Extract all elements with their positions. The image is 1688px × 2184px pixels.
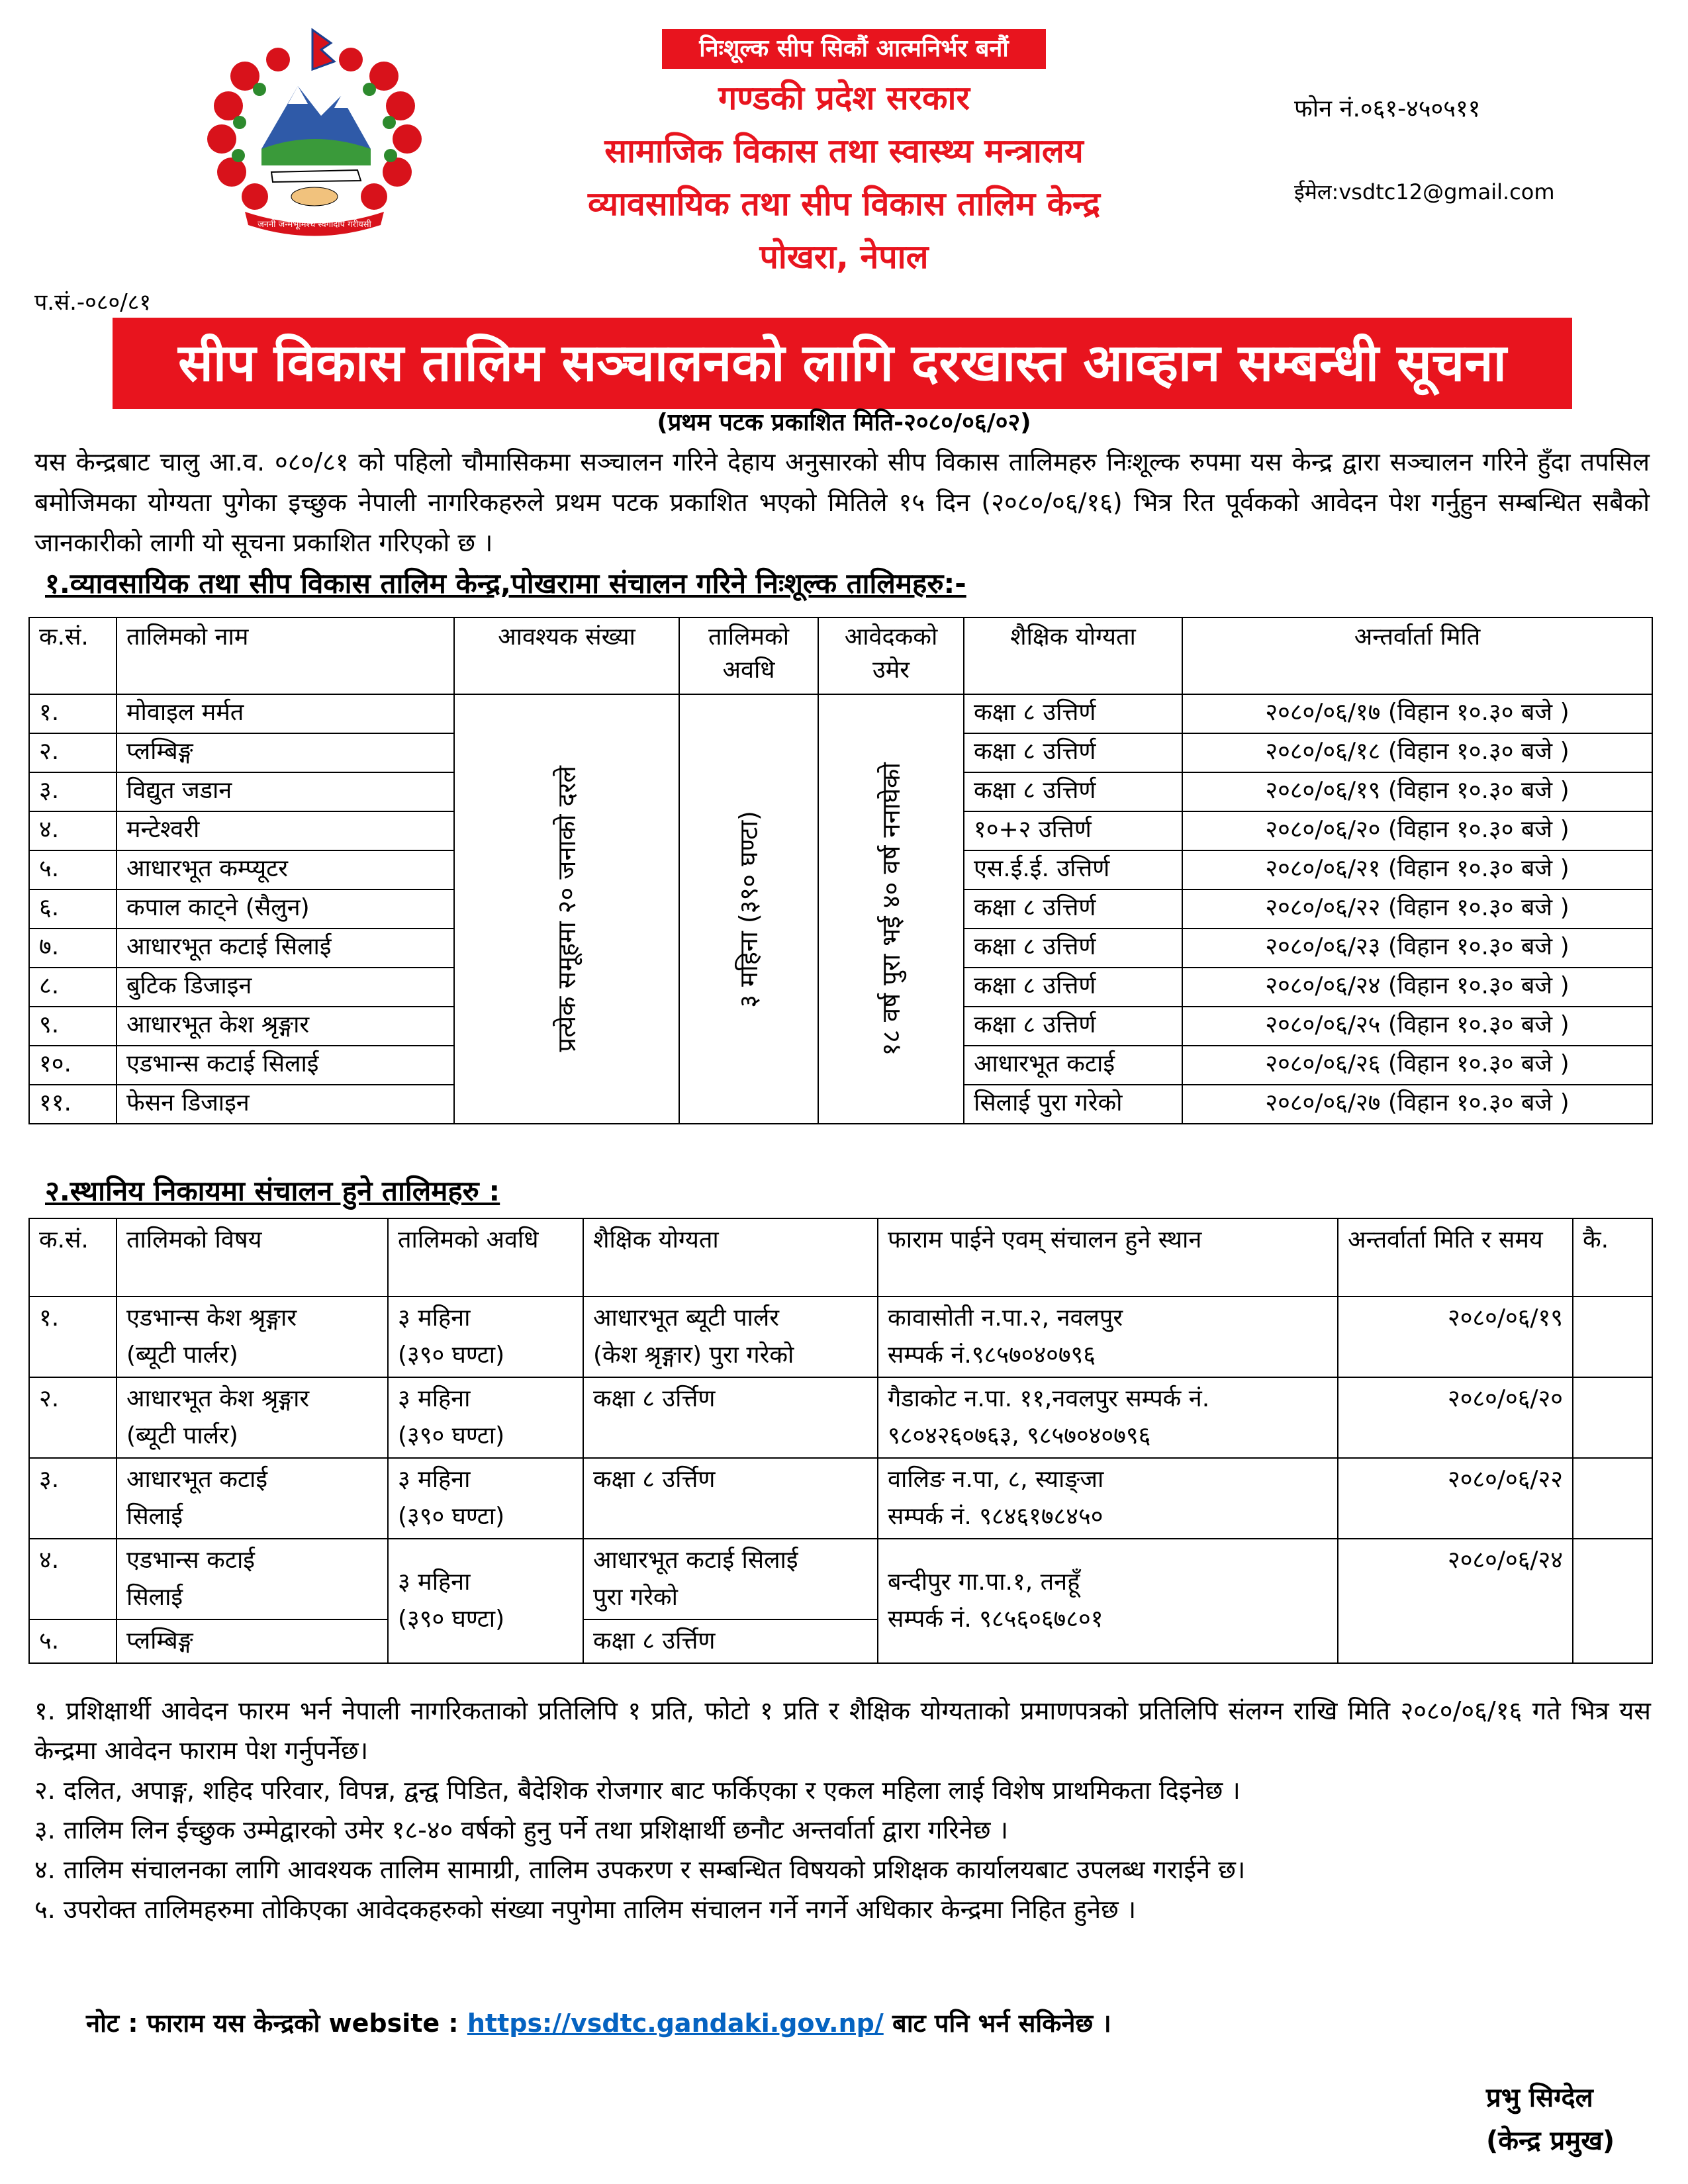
serial-cell: ३. [29,772,117,811]
column-header: तालिमको अवधि [679,617,818,694]
interview-date-cell: २०८०/०६/१९ [1338,1297,1573,1377]
column-header: शैक्षिक योग्यता [583,1218,878,1297]
column-header: तालिमको विषय [117,1218,388,1297]
training-name-cell: आधारभूत केश श्रृङ्गार [117,1007,454,1046]
serial-cell: ८. [29,968,117,1007]
duration-cell [679,694,818,1124]
column-header: क.सं. [29,1218,117,1297]
serial-cell: ७. [29,929,117,968]
interview-date-cell: २०८०/०६/२२ [1338,1458,1573,1539]
reference-number: प.सं.-०८०/८१ [34,289,152,316]
interview-date-cell: २०८०/०६/२३ (विहान १०.३० बजे ) [1182,929,1652,968]
website-note [86,2005,1111,2040]
training-subject-cell [117,1377,388,1458]
cell-line: ९८०४२६०७६३, ९८५७०४०७९६ [888,1422,1151,1449]
table-row [29,1297,1652,1377]
qualification-cell: कक्षा ८ उत्तिर्ण [964,694,1182,733]
required-count-text: प्रत्येक समूहमा २० जनाको दरले [552,766,581,1052]
qualification-cell [583,1377,878,1458]
interview-date-cell: २०८०/०६/२० [1338,1377,1573,1458]
note-item: ३. तालिम लिन ईच्छुक उम्मेद्वारको उमेर १८-४० वर्षको हुनु पर्ने तथा प्रशिक्षार्थी छनौट अन्तर्वार्ता द्वारा गरिनेछ । [34,1815,1009,1844]
duration-text: ३ महिना (३९० घण्टा) [734,810,763,1008]
column-header: अन्तर्वार्ता मिति [1182,617,1652,694]
cell-line: पुरा गरेको [593,1584,678,1611]
cell-line: एडभान्स कटाई [126,1547,255,1574]
cell-line: आधारभूत ब्यूटी पार्लर [593,1304,780,1332]
column-header: फाराम पाईने एवम् संचालन हुने स्थान [878,1218,1338,1297]
published-date: (प्रथम पटक प्रकाशित मिति-२०८०/०६/०२) [657,409,1031,436]
duration-cell [388,1377,583,1458]
cell-line: आधारभूत केश श्रृङ्गार [126,1385,310,1412]
column-header: तालिमको अवधि [388,1218,583,1297]
slogan-banner: निःशूल्क सीप सिकौं आत्मनिर्भर बनौं [662,29,1046,69]
center-name: व्यावसायिक तथा सीप विकास तालिम केन्द्र [587,185,1101,223]
notes-list [34,1691,1651,1929]
center-trainings-table [28,617,1653,1124]
required-count-cell [454,694,679,1124]
serial-cell: १०. [29,1046,117,1085]
cell-line: सम्पर्क नं.९८५७०४०७९६ [888,1342,1096,1369]
interview-date-cell: २०८०/०६/२६ (विहान १०.३० बजे ) [1182,1046,1652,1085]
training-name-cell: आधारभूत कटाई सिलाई [117,929,454,968]
interview-date-cell: २०८०/०६/२५ (विहान १०.३० बजे ) [1182,1007,1652,1046]
training-name-cell: मन्टेश्वरी [117,811,454,850]
note-item: १. प्रशिक्षार्थी आवेदन फारम भर्न नेपाली नागरिकताको प्रतिलिपि १ प्रति, फोटो १ प्रति र शैक्षिक योग्यताको प्रमाणपत्रको प्रतिलिपि संलग्न राखि मिति २०८०/०६/१६ गते भित्र यस केन्द्रमा आवेदन फाराम पेश गर्नुपर्नेछ। [34,1696,1651,1765]
cell-line: कक्षा ८ उर्त्तिण [593,1627,716,1655]
cell-line: एडभान्स केश श्रृङ्गार [126,1304,297,1332]
serial-cell: २. [29,733,117,772]
training-name-cell: फेसन डिजाइन [117,1085,454,1124]
cell-line: आधारभूत कटाई [126,1466,268,1493]
cell-line: कक्षा ८ उर्त्तिण [593,1466,716,1493]
remarks-cell [1573,1458,1652,1539]
interview-date-cell: २०८०/०६/२० (विहान १०.३० बजे ) [1182,811,1652,850]
email-address: ईमेल:vsdtc12@gmail.com [1294,179,1555,205]
serial-cell: ११. [29,1085,117,1124]
training-name-cell: कपाल काट्ने (सैलुन) [117,889,454,929]
age-cell [818,694,964,1124]
training-name-cell: मोवाइल मर्मत [117,694,454,733]
remarks-cell [1573,1377,1652,1458]
cell-line: वालिङ न.पा, ८, स्याङ्जा [888,1466,1104,1493]
table-row [29,1458,1652,1539]
duration-cell [388,1458,583,1539]
qualification-cell: कक्षा ८ उत्तिर्ण [964,929,1182,968]
interview-date-cell: २०८०/०६/१९ (विहान १०.३० बजे ) [1182,772,1652,811]
cell-line: सम्पर्क नं. ९८५६०६७८०१ [888,1606,1103,1633]
interview-date-cell: २०८०/०६/२१ (विहान १०.३० बजे ) [1182,850,1652,889]
serial-cell: ९. [29,1007,117,1046]
cell-line: प्लम्बिङ्ग [126,1627,193,1655]
interview-date-cell: २०८०/०६/२४ [1338,1539,1573,1663]
column-header: आवश्यक संख्या [454,617,679,694]
training-subject-cell [117,1539,388,1619]
cell-line: ३ महिना [398,1304,471,1332]
nepal-government-emblem [199,23,430,242]
cell-line: (३९० घण्टा) [398,1342,505,1369]
qualification-cell [583,1458,878,1539]
serial-cell: २. [29,1377,117,1458]
qualification-cell: कक्षा ८ उत्तिर्ण [964,968,1182,1007]
interview-date-cell: २०८०/०६/१७ (विहान १०.३० बजे ) [1182,694,1652,733]
cell-line: बन्दीपुर गा.पा.१, तनहूँ [888,1569,1080,1596]
note-item: २. दलित, अपाङ्ग, शहिद परिवार, विपन्न, द्वन्द्व पिडित, बैदेशिक रोजगार बाट फर्किएका र एकल महिला लाई विशेष प्राथमिकता दिइनेछ । [34,1776,1241,1805]
qualification-cell [583,1297,878,1377]
training-name-cell: एडभान्स कटाई सिलाई [117,1046,454,1085]
qualification-cell: सिलाई पुरा गरेको [964,1085,1182,1124]
training-name-cell: विद्युत जडान [117,772,454,811]
cell-line: कावासोती न.पा.२, नवलपुर [888,1304,1123,1332]
location-cell [878,1297,1338,1377]
serial-cell: १. [29,694,117,733]
section-1-title: १.व्यावसायिक तथा सीप विकास तालिम केन्द्र,पोखरामा संचालन गरिने निःशूल्क तालिमहरु:- [45,567,966,600]
qualification-cell [583,1619,878,1663]
training-subject-cell [117,1297,388,1377]
serial-cell: ४. [29,1539,117,1619]
city-name: पोखरा, नेपाल [759,238,929,276]
cell-line: (३९० घण्टा) [398,1503,505,1530]
table-header-row [29,617,1652,694]
serial-cell: ६. [29,889,117,929]
age-text: १८ वर्ष पुरा भई ४० वर्ष ननाघेको [876,762,906,1056]
duration-cell [388,1539,583,1663]
cell-line: सिलाई [126,1503,183,1530]
training-subject-cell [117,1619,388,1663]
cell-line: ३ महिना [398,1466,471,1493]
cell-line: (ब्यूटी पार्लर) [126,1422,238,1449]
qualification-cell [583,1539,878,1619]
qualification-cell: कक्षा ८ उत्तिर्ण [964,772,1182,811]
training-subject-cell [117,1458,388,1539]
ministry-name: सामाजिक विकास तथा स्वास्थ्य मन्त्रालय [604,132,1084,170]
qualification-cell: कक्षा ८ उत्तिर्ण [964,889,1182,929]
training-name-cell: आधारभूत कम्प्यूटर [117,850,454,889]
cell-line: (३९० घण्टा) [398,1606,505,1633]
emblem-motto: जननी जन्मभूमिश्च स्वर्गादपि गरीयसी [258,220,371,230]
interview-date-cell: २०८०/०६/२७ (विहान १०.३० बजे ) [1182,1085,1652,1124]
signatory-name: प्रभु सिग्देल [1486,2083,1593,2113]
interview-date-cell: २०८०/०६/२४ (विहान १०.३० बजे ) [1182,968,1652,1007]
website-link[interactable]: https://vsdtc.gandaki.gov.np/ [467,2009,884,2038]
note-item: ५. उपरोक्त तालिमहरुमा तोकिएका आवेदकहरुको संख्या नपुगेमा तालिम संचालन गर्ने नगर्ने अधिकार केन्द्रमा निहित हुनेछ । [34,1895,1137,1924]
location-cell [878,1377,1338,1458]
column-header: शैक्षिक योग्यता [964,617,1182,694]
serial-cell: ३. [29,1458,117,1539]
table-row [29,1377,1652,1458]
qualification-cell: आधारभूत कटाई [964,1046,1182,1085]
column-header: तालिमको नाम [117,617,454,694]
column-header: कै. [1573,1218,1652,1297]
remarks-cell [1573,1539,1652,1663]
note-item: ४. तालिम संचालनका लागि आवश्यक तालिम सामाग्री, तालिम उपकरण र सम्बन्धित विषयको प्रशिक्षक कार्यालयबाट उपलब्ध गराईने छ। [34,1855,1246,1884]
table-row [29,694,1652,733]
signatory-role: (केन्द्र प्रमुख) [1486,2126,1615,2156]
remarks-cell [1573,1297,1652,1377]
government-name: गण्डकी प्रदेश सरकार [718,79,970,117]
cell-line: (केश श्रृङ्गार) पुरा गरेको [593,1342,794,1369]
column-header: क.सं. [29,617,117,694]
cell-line: ३ महिना [398,1385,471,1412]
cell-line: सम्पर्क नं. ९८४६१७८४५० [888,1503,1103,1530]
serial-cell: ५. [29,850,117,889]
qualification-cell: १०+२ उत्तिर्ण [964,811,1182,850]
training-name-cell: बुटिक डिजाइन [117,968,454,1007]
website-note-suffix: बाट पनि भर्न सकिनेछ । [883,2009,1111,2038]
interview-date-cell: २०८०/०६/२२ (विहान १०.३० बजे ) [1182,889,1652,929]
training-name-cell: प्लम्बिङ्ग [117,733,454,772]
qualification-cell: कक्षा ८ उत्तिर्ण [964,1007,1182,1046]
notice-title: सीप विकास तालिम सञ्चालनको लागि दरखास्त आव्हान सम्बन्धी सूचना [113,318,1572,409]
cell-line: सिलाई [126,1584,183,1611]
location-cell [878,1458,1338,1539]
qualification-cell: एस.ई.ई. उत्तिर्ण [964,850,1182,889]
website-note-prefix: नोट : फाराम यस केन्द्रको website : [86,2009,467,2038]
cell-line: (ब्यूटी पार्लर) [126,1342,238,1369]
local-trainings-table [28,1218,1653,1664]
intro-paragraph: यस केन्द्रबाट चालु आ.व. ०८०/८१ को पहिलो चौमासिकमा सञ्चालन गरिने देहाय अनुसारको सीप विकास तालिमहरु निःशूल्क रुपमा यस केन्द्र द्वारा सञ्चालन गरिने हुँदा तपसिल बमोजिमका योग्यता पुगेका इच्छुक नेपाली नागरिकहरुले प्रथम पटक प्रकाशित भएको मितिले १५ दिन (२०८०/०६/१६) भित्र रित पूर्वकको आवेदन पेश गर्नुहुन सम्बन्धित सबैको जानकारीको लागी यो सूचना प्रकाशित गरिएको छ । [34,447,1650,557]
table-header-row [29,1218,1652,1297]
column-header: आवेदकको उमेर [818,617,964,694]
location-cell [878,1539,1338,1663]
cell-line: ३ महिना [398,1569,471,1596]
serial-cell: ५. [29,1619,117,1663]
duration-cell [388,1297,583,1377]
cell-line: (३९० घण्टा) [398,1422,505,1449]
serial-cell: ४. [29,811,117,850]
section-2-title: २.स्थानिय निकायमा संचालन हुने तालिमहरु : [45,1175,500,1207]
cell-line: गैडाकोट न.पा. ११,नवलपुर सम्पर्क नं. [888,1385,1210,1412]
table-row [29,1539,1652,1619]
column-header: अन्तर्वार्ता मिति र समय [1338,1218,1573,1297]
cell-line: कक्षा ८ उर्त्तिण [593,1385,716,1412]
cell-line: आधारभूत कटाई सिलाई [593,1547,798,1574]
interview-date-cell: २०८०/०६/१८ (विहान १०.३० बजे ) [1182,733,1652,772]
phone-number: फोन नं.०६१-४५०५११ [1294,95,1481,122]
qualification-cell: कक्षा ८ उत्तिर्ण [964,733,1182,772]
serial-cell: १. [29,1297,117,1377]
